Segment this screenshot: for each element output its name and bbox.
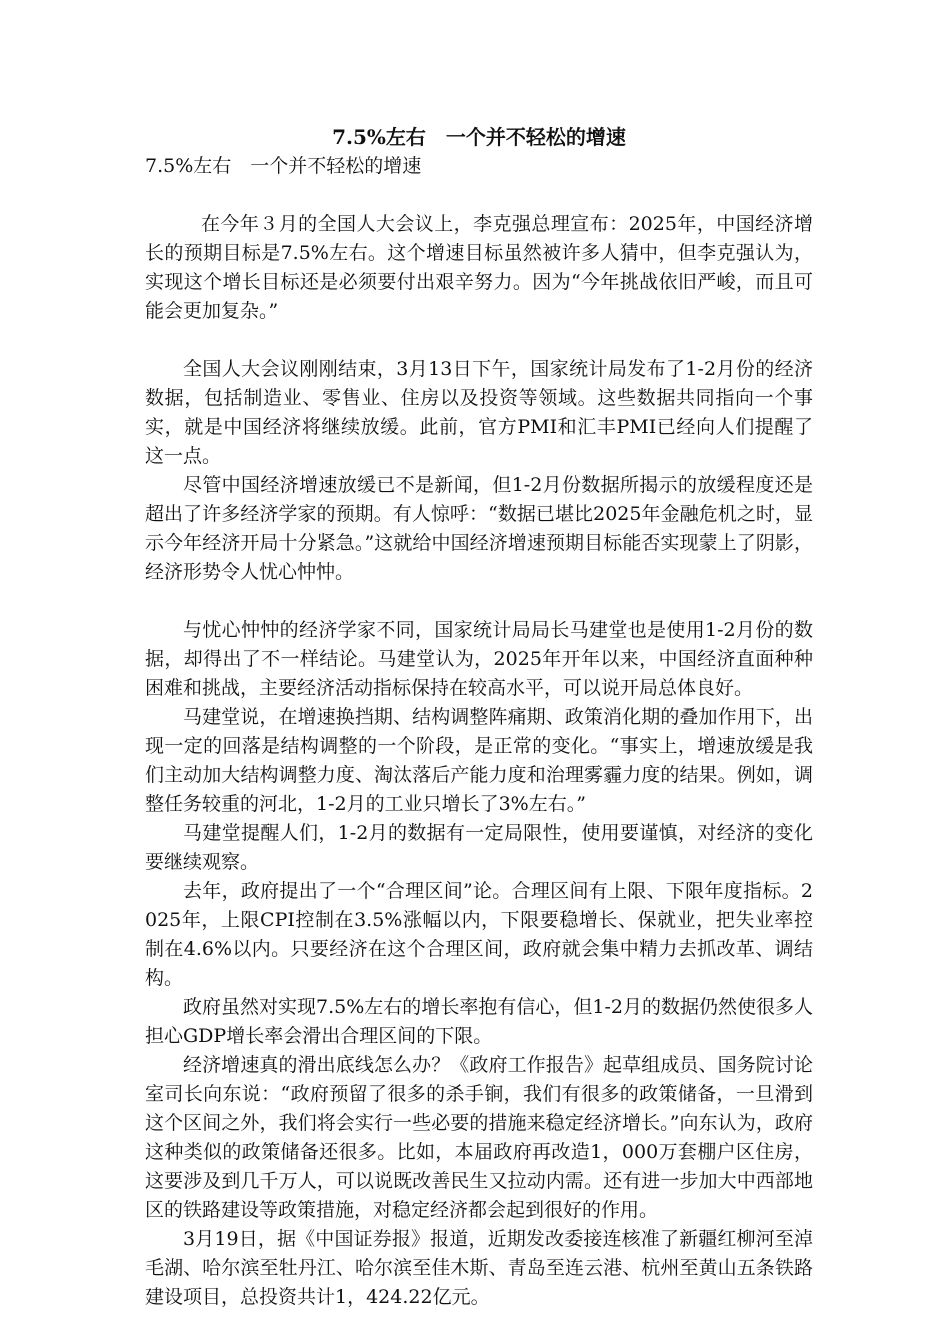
- document-page: [145, 122, 813, 1312]
- blank-line: [145, 181, 813, 210]
- paragraph-6: 马建堂提醒人们，1-2月的数据有一定局限性，使用要谨慎，对经济的变化要继续观察。: [145, 822, 813, 873]
- paragraph-3: 尽管中国经济增速放缓已不是新闻，但1-2月份数据所揭示的放缓程度还是超出了许多经济学家的预期。有人惊呼：“数据已堪比2025年金融危机之时，显示今年经济开局十分紧急。”这就给中国经济增速预期目标能否实现蒙上了阴影，经济形势令人忧心忡忡。: [145, 474, 813, 583]
- paragraph-10: 3月19日，据《中国证券报》报道，近期发改委接连核准了新疆红柳河至淖毛湖、哈尔滨至牡丹江、哈尔滨至佳木斯、青岛至连云港、杭州至黄山五条铁路建设项目，总投资共计1，424.22亿元。: [145, 1228, 813, 1308]
- paragraph-5: 马建堂说，在增速换挡期、结构调整阵痛期、政策消化期的叠加作用下，出现一定的回落是结构调整的一个阶段，是正常的变化。“事实上，增速放缓是我们主动加大结构调整力度、淘汰落后产能力度和治理雾霾力度的结果。例如，调整任务较重的河北，1-2月的工业只增长了3%左右。”: [145, 706, 813, 815]
- blank-line: [145, 326, 813, 355]
- paragraph-9: 经济增速真的滑出底线怎么办？《政府工作报告》起草组成员、国务院讨论室司长向东说：“政府预留了很多的杀手锏，我们有很多的政策储备，一旦滑到这个区间之外，我们将会实行一些必要的措施来稳定经济增长。”向东认为，政府这种类似的政策储备还很多。比如，本届政府再改造1，000万套棚户区住房，这要涉及到几千万人，可以说既改善民生又拉动内需。还有进一步加大中西部地区的铁路建设等政策措施，对稳定经济都会起到很好的作用。: [145, 1054, 813, 1221]
- blank-line: [145, 587, 813, 616]
- document-subtitle: 7.5%左右 一个并不轻松的增速: [145, 155, 422, 177]
- paragraph-2: 全国人大会议刚刚结束，3月13日下午，国家统计局发布了1-2月份的经济数据，包括制造业、零售业、住房以及投资等领域。这些数据共同指向一个事实，就是中国经济将继续放缓。此前，官方PMI和汇丰PMI已经向人们提醒了这一点。: [145, 358, 813, 467]
- paragraph-4: 与忧心忡忡的经济学家不同，国家统计局局长马建堂也是使用1-2月份的数据，却得出了不一样结论。马建堂认为，2025年开年以来，中国经济直面种种困难和挑战，主要经济活动指标保持在较高水平，可以说开局总体良好。: [145, 619, 813, 699]
- paragraph-7: 去年，政府提出了一个“合理区间”论。合理区间有上限、下限年度指标。2025年，上限CPI控制在3.5%涨幅以内，下限要稳增长、保就业，把失业率控制在4.6%以内。只要经济在这个合理区间，政府就会集中精力去抓改革、调结构。: [145, 880, 813, 989]
- paragraph-8: 政府虽然对实现7.5%左右的增长率抱有信心，但1-2月的数据仍然使很多人担心GDP增长率会滑出合理区间的下限。: [145, 996, 813, 1047]
- document-title: 7.5%左右 一个并不轻松的增速: [332, 125, 626, 149]
- paragraph-1: 在今年３月的全国人大会议上，李克强总理宣布：2025年，中国经济增长的预期目标是7.5%左右。这个增速目标虽然被许多人猜中，但李克强认为，实现这个增长目标还是必须要付出艰辛努力。因为“今年挑战依旧严峻，而且可能会更加复杂。”: [145, 213, 813, 322]
